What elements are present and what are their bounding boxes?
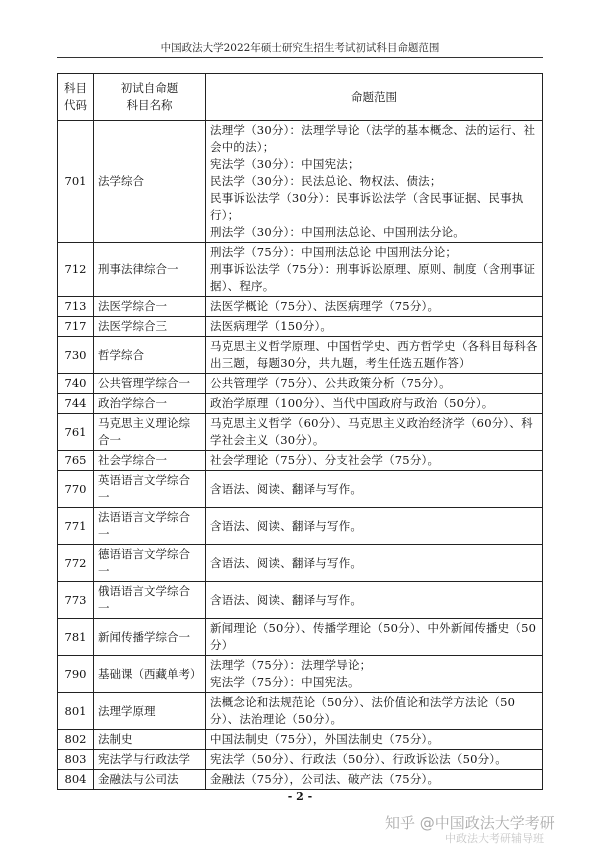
subject-code: 802: [58, 730, 94, 750]
table-row: [58, 693, 543, 730]
exam-scope: [206, 374, 543, 394]
subject-code: 730: [58, 337, 94, 374]
subject-name: 宪法学与行政法学: [94, 750, 206, 770]
scope-line: 法理学（75分）：法理学导论；: [210, 658, 372, 672]
exam-scope: [206, 451, 543, 471]
subject-name: 法医学综合一: [94, 297, 206, 317]
scope-line: 金融法（75分），公司法、破产法（75分）。: [210, 772, 440, 786]
scope-line: 宪法学（75分）：中国宪法。: [210, 675, 360, 689]
scope-line: 含语法、阅读、翻译与写作。: [210, 555, 363, 570]
exam-scope: [206, 394, 543, 414]
scope-line: 民法学（30分）：民法总论、物权法、债法；: [210, 174, 442, 188]
table-row: [58, 297, 543, 317]
table-row: [58, 750, 543, 770]
subject-code: 744: [58, 394, 94, 414]
subject-name: 哲学综合: [94, 337, 206, 374]
exam-scope: [206, 471, 543, 508]
exam-scope: [206, 243, 543, 297]
table-row: [58, 121, 543, 243]
scope-line: 含语法、阅读、翻译与写作。: [210, 592, 363, 607]
subject-name: 马克思主义理论综合一: [94, 414, 206, 451]
exam-scope: [206, 730, 543, 750]
table-body: [58, 121, 543, 790]
exam-scope-table: [57, 73, 543, 790]
exam-scope: [206, 414, 543, 451]
table-row: [58, 374, 543, 394]
watermark: 知乎 @中国政法大学考研: [385, 814, 555, 832]
scope-line: 刑法学（75分）：中国刑法总论 中国刑法分论；: [210, 245, 458, 259]
scope-line: 宪法学（30分）：中国宪法；: [210, 157, 360, 171]
subject-code: 773: [58, 582, 94, 619]
subject-name: 法制史: [94, 730, 206, 750]
exam-scope: [206, 508, 543, 545]
table-row: [58, 243, 543, 297]
subject-name: 英语语言文学综合一: [94, 471, 206, 508]
header-name: 初试自命题 科目名称: [94, 74, 206, 121]
table-row: [58, 619, 543, 656]
subject-name: 法医学综合三: [94, 317, 206, 337]
scope-line: 马克思主义哲学（60分）、马克思主义政治经济学（60分）、科学社会主义（30分）。: [210, 416, 533, 447]
subject-code: 713: [58, 297, 94, 317]
table-header-row: [58, 74, 543, 121]
header-rule: [57, 57, 543, 58]
scope-line: 马克思主义哲学原理、中国哲学史、西方哲学史（各科目每科各出三题，每题30分，共九题，考生任选五题作答）: [210, 339, 538, 370]
table-row: [58, 471, 543, 508]
table-row: [58, 317, 543, 337]
exam-scope: [206, 121, 543, 243]
table-row: [58, 337, 543, 374]
subject-name: 法理学原理: [94, 693, 206, 730]
scope-line: 中国法制史（75分），外国法制史（75分）。: [210, 732, 440, 746]
table-row: [58, 414, 543, 451]
subject-name: 社会学综合一: [94, 451, 206, 471]
table-row: [58, 451, 543, 471]
subject-name: 法学综合: [94, 121, 206, 243]
subject-name: 公共管理学综合一: [94, 374, 206, 394]
subject-code: 781: [58, 619, 94, 656]
subject-code: 772: [58, 545, 94, 582]
subject-code: 717: [58, 317, 94, 337]
exam-scope: [206, 693, 543, 730]
exam-scope: [206, 770, 543, 790]
subject-name: 基础课（西藏单考）: [94, 656, 206, 693]
scope-line: 法理学（30分）：法理学导论（法学的基本概念、法的运行、社会中的法）；: [210, 123, 536, 154]
table-row: [58, 545, 543, 582]
scope-line: 新闻理论（50分）、传播学理论（50分）、中外新闻传播史（50分）: [210, 621, 537, 652]
scope-line: 法医病理学（150分）。: [210, 319, 333, 333]
scope-line: 含语法、阅读、翻译与写作。: [210, 481, 363, 496]
scope-line: 社会学理论（75分）、分支社会学（75分）。: [210, 453, 440, 467]
exam-scope: [206, 297, 543, 317]
table-row: [58, 582, 543, 619]
subject-code: 803: [58, 750, 94, 770]
table-row: [58, 656, 543, 693]
scope-line: 法医学概论（75分）、法医病理学（75分）。: [210, 299, 440, 313]
subject-name: 刑事法律综合一: [94, 243, 206, 297]
exam-scope: [206, 656, 543, 693]
subject-code: 712: [58, 243, 94, 297]
table-row: [58, 394, 543, 414]
subject-code: 770: [58, 471, 94, 508]
table-row: [58, 770, 543, 790]
exam-scope: [206, 750, 543, 770]
header-code: 科目 代码: [58, 74, 94, 121]
table-row: [58, 508, 543, 545]
scope-line: 法概念论和法规范论（50分）、法价值论和法学方法论（50分）、法治理论（50分）。: [210, 695, 516, 726]
subject-name: 新闻传播学综合一: [94, 619, 206, 656]
page-number: - 2 -: [287, 790, 313, 803]
exam-scope: [206, 582, 543, 619]
scope-line: 刑事诉讼法学（75分）：刑事诉讼原理、原则、制度（含刑事证据）、程序。: [210, 262, 536, 293]
subject-code: 701: [58, 121, 94, 243]
exam-scope: [206, 337, 543, 374]
subject-name: 金融法与公司法: [94, 770, 206, 790]
subject-code: 790: [58, 656, 94, 693]
header-scope: 命题范围: [206, 74, 543, 121]
subject-name: 政治学综合一: [94, 394, 206, 414]
watermark-sub: 中政法大考研辅导班: [445, 832, 544, 845]
exam-scope: [206, 317, 543, 337]
subject-code: 801: [58, 693, 94, 730]
scope-line: 宪法学（50分）、行政法（50分）、行政诉讼法（50分）。: [210, 752, 507, 766]
scope-line: 政治学原理（100分）、当代中国政府与政治（50分）。: [210, 396, 494, 410]
subject-name: 德语语言文学综合一: [94, 545, 206, 582]
subject-code: 771: [58, 508, 94, 545]
subject-code: 804: [58, 770, 94, 790]
subject-code: 765: [58, 451, 94, 471]
subject-code: 740: [58, 374, 94, 394]
scope-line: 公共管理学（75分）、公共政策分析（75分）。: [210, 376, 451, 390]
page-header: 中国政法大学2022年硕士研究生招生考试初试科目命题范围: [160, 42, 440, 54]
subject-name: 俄语语言文学综合一: [94, 582, 206, 619]
scope-line: 含语法、阅读、翻译与写作。: [210, 518, 363, 533]
exam-scope: [206, 545, 543, 582]
subject-code: 761: [58, 414, 94, 451]
table-row: [58, 730, 543, 750]
exam-scope: [206, 619, 543, 656]
scope-line: 民事诉讼法学（30分）：民事诉讼法学（含民事证据、民事执行）；: [210, 191, 524, 222]
subject-name: 法语语言文学综合一: [94, 508, 206, 545]
scope-line: 刑法学（30分）：中国刑法总论、中国刑法分论。: [210, 225, 465, 239]
